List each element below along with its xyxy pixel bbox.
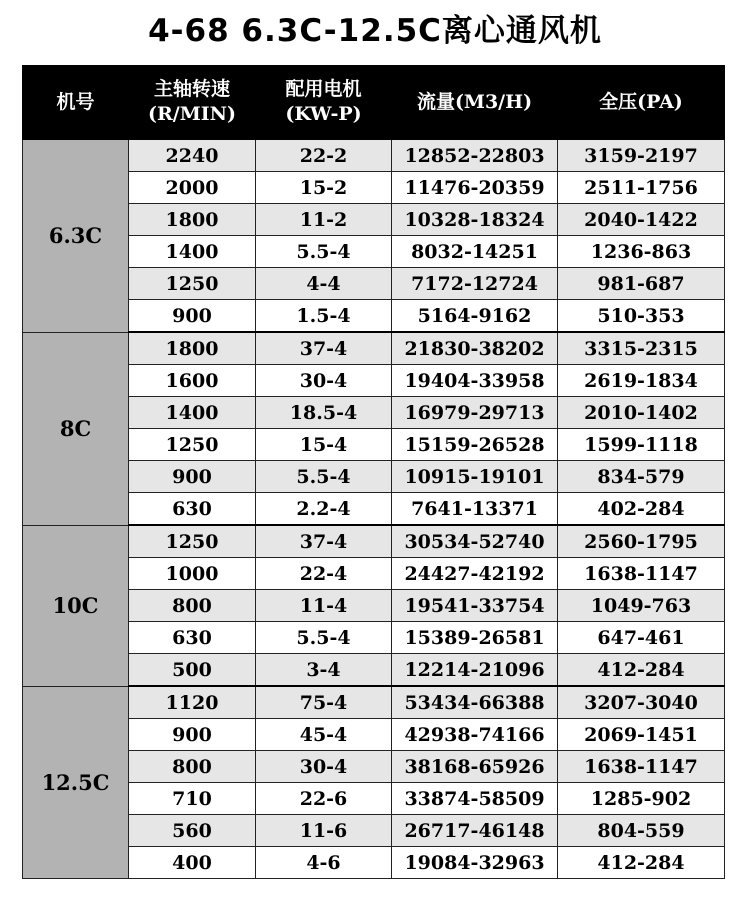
- table-row: [23, 332, 725, 365]
- speed-cell: 900: [129, 719, 256, 751]
- table-row: [23, 751, 725, 783]
- speed-cell: 1250: [129, 268, 256, 300]
- speed-cell: 1400: [129, 236, 256, 268]
- speed-cell: 710: [129, 783, 256, 815]
- motor-cell: 5.5-4: [256, 622, 392, 654]
- motor-cell: 11-4: [256, 590, 392, 622]
- flow-cell: 19404-33958: [392, 365, 558, 397]
- pressure-cell: 2040-1422: [558, 204, 725, 236]
- flow-cell: 42938-74166: [392, 719, 558, 751]
- pressure-cell: 412-284: [558, 847, 725, 879]
- motor-cell: 45-4: [256, 719, 392, 751]
- flow-cell: 24427-42192: [392, 558, 558, 590]
- motor-cell: 5.5-4: [256, 461, 392, 493]
- flow-cell: 53434-66388: [392, 686, 558, 719]
- page-title: 4-68 6.3C-12.5C离心通风机: [148, 13, 602, 49]
- motor-cell: 37-4: [256, 332, 392, 365]
- flow-cell: 15159-26528: [392, 429, 558, 461]
- table-row: [23, 461, 725, 493]
- pressure-cell: 3315-2315: [558, 332, 725, 365]
- header-row: [23, 66, 725, 140]
- table-row: [23, 783, 725, 815]
- motor-cell: 30-4: [256, 365, 392, 397]
- pressure-cell: 2619-1834: [558, 365, 725, 397]
- motor-cell: 30-4: [256, 751, 392, 783]
- motor-cell: 75-4: [256, 686, 392, 719]
- flow-cell: 7172-12724: [392, 268, 558, 300]
- speed-cell: 1600: [129, 365, 256, 397]
- header-pressure: [558, 66, 725, 140]
- header-spindle-speed: [129, 66, 256, 140]
- motor-cell: 37-4: [256, 525, 392, 558]
- table-row: [23, 686, 725, 719]
- pressure-cell: 981-687: [558, 268, 725, 300]
- speed-cell: 1000: [129, 558, 256, 590]
- motor-cell: 18.5-4: [256, 397, 392, 429]
- table-row: [23, 365, 725, 397]
- flow-cell: 12852-22803: [392, 139, 558, 172]
- pressure-cell: 2010-1402: [558, 397, 725, 429]
- table-row: [23, 622, 725, 654]
- motor-cell: 22-6: [256, 783, 392, 815]
- table-row: [23, 236, 725, 268]
- speed-cell: 400: [129, 847, 256, 879]
- table-row: [23, 654, 725, 687]
- motor-cell: 11-6: [256, 815, 392, 847]
- model-cell: 12.5C: [23, 686, 129, 879]
- table-row: [23, 590, 725, 622]
- flow-cell: 11476-20359: [392, 172, 558, 204]
- model-cell: 6.3C: [23, 139, 129, 332]
- flow-cell: 38168-65926: [392, 751, 558, 783]
- model-cell: 10C: [23, 525, 129, 686]
- flow-cell: 26717-46148: [392, 815, 558, 847]
- table-header: [23, 66, 725, 140]
- motor-cell: 4-4: [256, 268, 392, 300]
- header-model: [23, 66, 129, 140]
- speed-cell: 800: [129, 590, 256, 622]
- flow-cell: 16979-29713: [392, 397, 558, 429]
- table-row: [23, 493, 725, 526]
- speed-cell: 1800: [129, 332, 256, 365]
- flow-cell: 21830-38202: [392, 332, 558, 365]
- pressure-cell: 1285-902: [558, 783, 725, 815]
- pressure-cell: 1599-1118: [558, 429, 725, 461]
- header-flow-label: 流量(M3/H): [416, 90, 533, 113]
- table-row: [23, 139, 725, 172]
- table-row: [23, 525, 725, 558]
- motor-cell: 5.5-4: [256, 236, 392, 268]
- motor-cell: 11-2: [256, 204, 392, 236]
- speed-cell: 2240: [129, 139, 256, 172]
- header-motor-label: 配用电机: [285, 78, 362, 100]
- flow-cell: 15389-26581: [392, 622, 558, 654]
- table-row: [23, 204, 725, 236]
- speed-cell: 1250: [129, 525, 256, 558]
- speed-cell: 630: [129, 622, 256, 654]
- motor-cell: 2.2-4: [256, 493, 392, 526]
- pressure-cell: 2560-1795: [558, 525, 725, 558]
- motor-cell: 4-6: [256, 847, 392, 879]
- table-row: [23, 300, 725, 333]
- motor-cell: 15-4: [256, 429, 392, 461]
- model-cell: 8C: [23, 332, 129, 525]
- header-pressure-label: 全压(PA): [599, 90, 683, 113]
- pressure-cell: 402-284: [558, 493, 725, 526]
- speed-cell: 1250: [129, 429, 256, 461]
- pressure-cell: 1638-1147: [558, 558, 725, 590]
- pressure-cell: 3159-2197: [558, 139, 725, 172]
- speed-cell: 900: [129, 300, 256, 333]
- header-motor-unit: (KW-P): [285, 103, 362, 125]
- pressure-cell: 1236-863: [558, 236, 725, 268]
- pressure-cell: 2069-1451: [558, 719, 725, 751]
- speed-cell: 900: [129, 461, 256, 493]
- pressure-cell: 1049-763: [558, 590, 725, 622]
- pressure-cell: 647-461: [558, 622, 725, 654]
- motor-cell: 22-4: [256, 558, 392, 590]
- motor-cell: 22-2: [256, 139, 392, 172]
- pressure-cell: 804-559: [558, 815, 725, 847]
- motor-cell: 3-4: [256, 654, 392, 687]
- header-flow: [392, 66, 558, 140]
- table-row: [23, 268, 725, 300]
- pressure-cell: 834-579: [558, 461, 725, 493]
- header-speed-label: 主轴转速: [153, 78, 230, 100]
- fan-spec-table: [22, 65, 725, 879]
- speed-cell: 500: [129, 654, 256, 687]
- speed-cell: 1400: [129, 397, 256, 429]
- speed-cell: 1120: [129, 686, 256, 719]
- motor-cell: 15-2: [256, 172, 392, 204]
- speed-cell: 630: [129, 493, 256, 526]
- table-row: [23, 397, 725, 429]
- table-row: [23, 429, 725, 461]
- flow-cell: 8032-14251: [392, 236, 558, 268]
- flow-cell: 30534-52740: [392, 525, 558, 558]
- speed-cell: 1800: [129, 204, 256, 236]
- speed-cell: 560: [129, 815, 256, 847]
- flow-cell: 10915-19101: [392, 461, 558, 493]
- speed-cell: 800: [129, 751, 256, 783]
- table-row: [23, 719, 725, 751]
- pressure-cell: 2511-1756: [558, 172, 725, 204]
- motor-cell: 1.5-4: [256, 300, 392, 333]
- flow-cell: 12214-21096: [392, 654, 558, 687]
- header-model-label: 机号: [56, 90, 95, 113]
- flow-cell: 33874-58509: [392, 783, 558, 815]
- pressure-cell: 3207-3040: [558, 686, 725, 719]
- pressure-cell: 1638-1147: [558, 751, 725, 783]
- pressure-cell: 412-284: [558, 654, 725, 687]
- speed-cell: 2000: [129, 172, 256, 204]
- flow-cell: 7641-13371: [392, 493, 558, 526]
- pressure-cell: 510-353: [558, 300, 725, 333]
- table-row: [23, 847, 725, 879]
- flow-cell: 10328-18324: [392, 204, 558, 236]
- flow-cell: 5164-9162: [392, 300, 558, 333]
- header-speed-unit: (R/MIN): [148, 103, 236, 125]
- table-row: [23, 558, 725, 590]
- flow-cell: 19541-33754: [392, 590, 558, 622]
- table-row: [23, 172, 725, 204]
- table-row: [23, 815, 725, 847]
- table-body: [23, 139, 725, 879]
- flow-cell: 19084-32963: [392, 847, 558, 879]
- header-motor: [256, 66, 392, 140]
